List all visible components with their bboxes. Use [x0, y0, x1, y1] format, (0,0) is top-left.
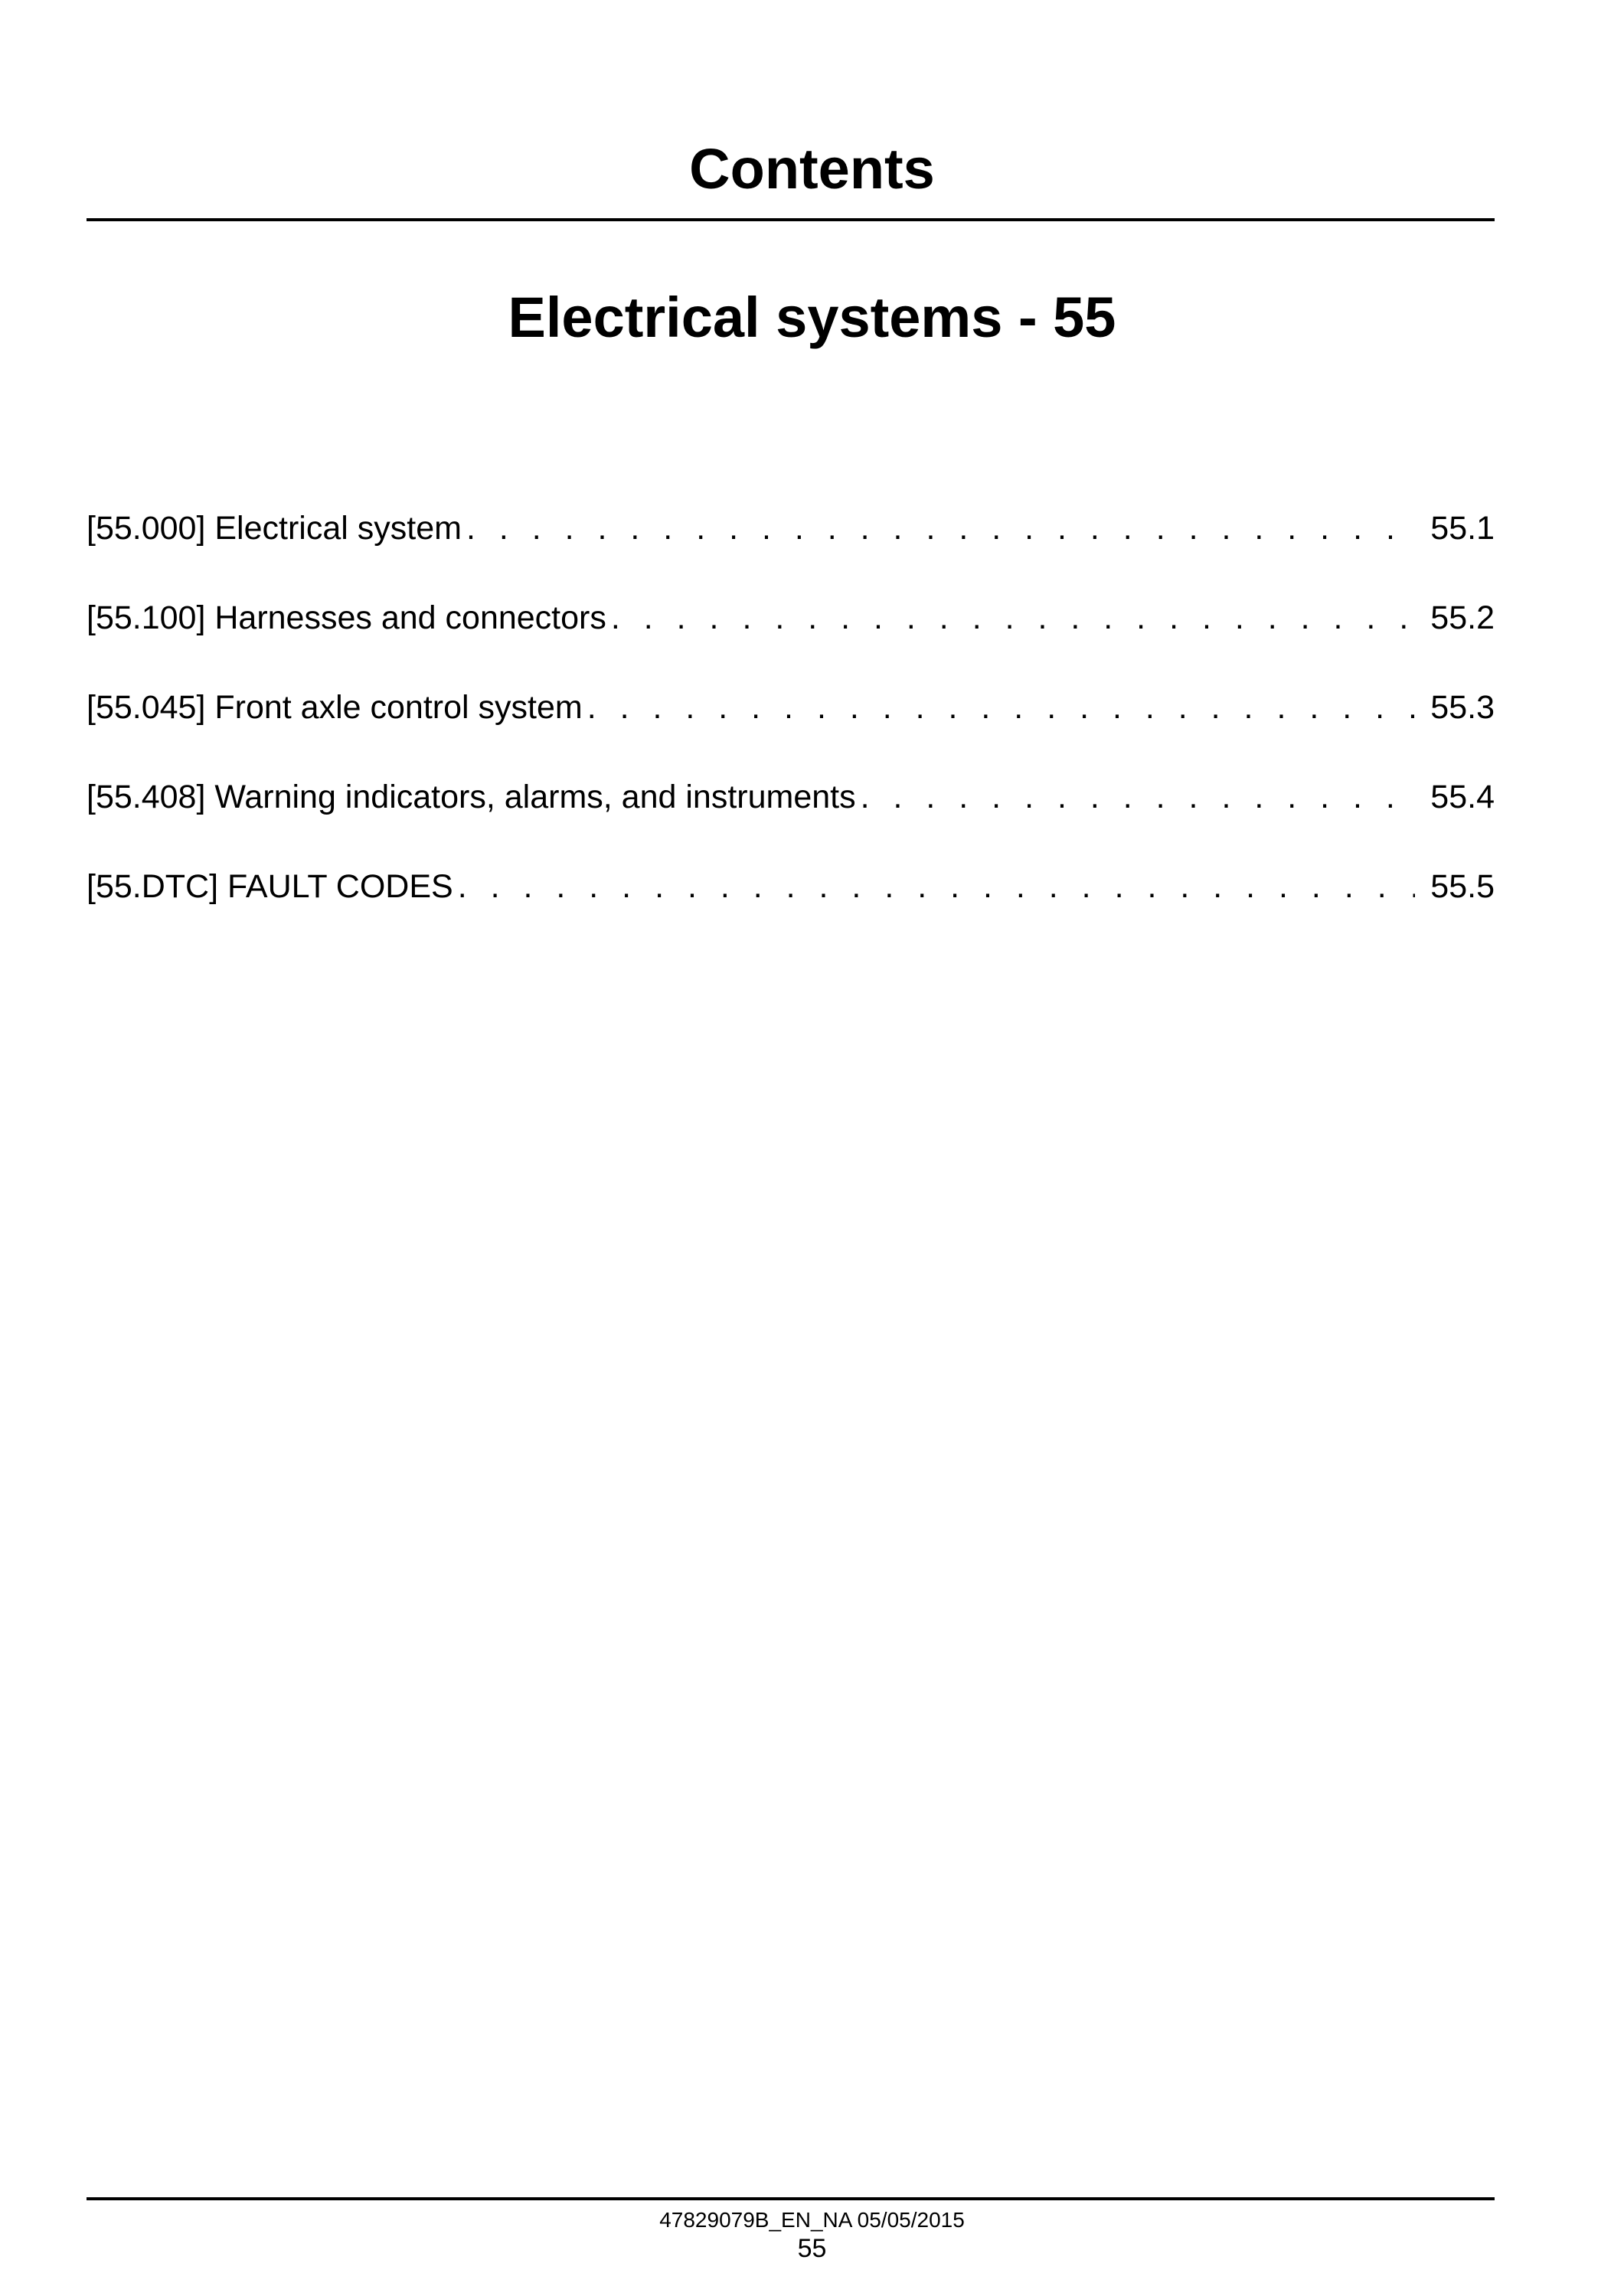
header-divider	[87, 218, 1495, 221]
toc-entry[interactable]	[87, 864, 1495, 953]
toc-dot-leader	[611, 595, 1415, 641]
footer-divider	[87, 2197, 1495, 2200]
toc-entry-page[interactable]: 55.2	[1430, 599, 1495, 636]
chapter-title: Electrical systems - 55	[508, 286, 1116, 349]
toc-entry[interactable]	[87, 774, 1495, 864]
footer-page-number: 55	[797, 2234, 827, 2263]
toc-entry-page[interactable]: 55.3	[1430, 689, 1495, 726]
toc-entry-page[interactable]: 55.1	[1430, 510, 1495, 547]
toc-dot-leader	[861, 774, 1416, 820]
toc-entry[interactable]	[87, 505, 1495, 595]
toc-entry-page[interactable]: 55.5	[1430, 868, 1495, 905]
toc-entry-title[interactable]: [55.000] Electrical system	[87, 510, 462, 547]
toc-dot-leader	[458, 864, 1416, 910]
toc-entry-title[interactable]: [55.045] Front axle control system	[87, 689, 583, 726]
toc-entry-title[interactable]: [55.408] Warning indicators, alarms, and instruments	[87, 779, 856, 815]
toc-entry-title[interactable]: [55.100] Harnesses and connectors	[87, 599, 606, 636]
page-title: Contents	[689, 137, 935, 201]
toc-entry[interactable]	[87, 684, 1495, 774]
toc-entry-page[interactable]: 55.4	[1430, 779, 1495, 815]
toc-dot-leader	[466, 505, 1415, 551]
footer-document-id: 47829079B_EN_NA 05/05/2015	[659, 2208, 965, 2232]
toc-dot-leader	[587, 684, 1416, 730]
toc-entry-title[interactable]: [55.DTC] FAULT CODES	[87, 868, 453, 905]
table-of-contents	[87, 505, 1495, 953]
toc-entry[interactable]	[87, 595, 1495, 684]
